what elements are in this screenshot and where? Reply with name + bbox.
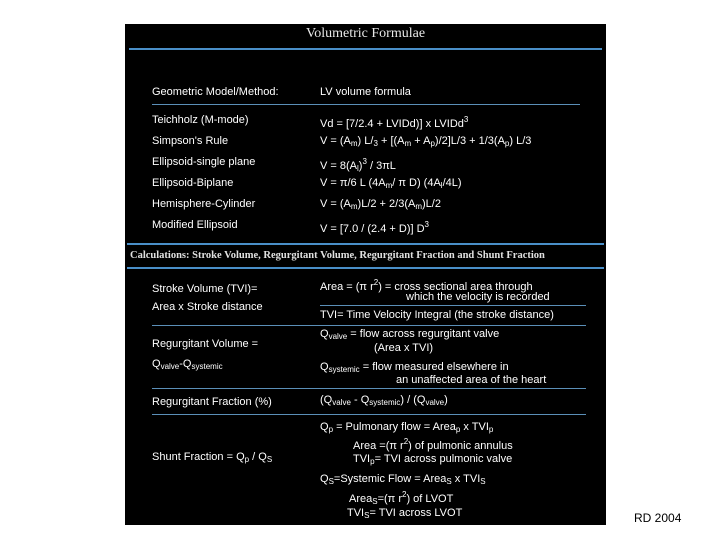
slide bbox=[125, 24, 606, 525]
qs-def: Area$_S$=(π $r^2$) of LVOT bbox=[349, 490, 454, 506]
method-formula: $V = 8(A_l)^3 / 3\pi L$ bbox=[320, 157, 396, 173]
method-formula: V = [7.0 / (2.4 + D)] $D^3$ bbox=[320, 220, 429, 235]
rv-label: $Q_{valve}-Q_{systemic}$ bbox=[152, 358, 223, 371]
sv-label: Area x Stroke distance bbox=[152, 301, 263, 313]
method-name: Ellipsoid-Biplane bbox=[152, 177, 234, 189]
header-model: Geometric Model/Method: bbox=[152, 86, 279, 98]
qvalve-def: (Area x TVI) bbox=[374, 342, 434, 354]
title-rule bbox=[129, 48, 602, 50]
method-name: Ellipsoid-single plane bbox=[152, 156, 256, 168]
credit-text: RD 2004 bbox=[634, 511, 682, 525]
qp-def: $Q_p$ = Pulmonary flow = Area$_p$ x $TVI_p$ bbox=[320, 421, 494, 434]
area-def: which the velocity is recorded bbox=[406, 291, 550, 303]
row-rule bbox=[152, 325, 586, 326]
qp-def: Area =(π $r^2$) of pulmonic annulus bbox=[353, 437, 513, 452]
row-rule bbox=[320, 305, 586, 306]
rf-formula: $(Q_{valve} - Q_{systemic}) / (Q_{valve})$ bbox=[320, 394, 448, 407]
row-rule bbox=[152, 414, 586, 415]
calc-heading: Calculations: Stroke Volume, Regurgitant Volume, Regurgitant Fraction and Shunt Fraction bbox=[130, 250, 545, 261]
tvi-def: TVI= Time Velocity Integral (the stroke distance) bbox=[320, 309, 554, 321]
qp-def: $TVI_p=$ TVI across pulmonic valve bbox=[353, 453, 513, 466]
rf-label: Regurgitant Fraction (%) bbox=[152, 396, 272, 408]
method-name: Hemisphere-Cylinder bbox=[152, 198, 256, 210]
method-formula: Vd = [7/2.4 + LVIDd)] x LVIDd$^3$ bbox=[320, 115, 469, 130]
method-name: Simpson's Rule bbox=[152, 135, 229, 147]
method-formula: $V = (A_m) L/_3 + [(A_m + A_p)/2]L/3 + 1/3(A_p)$ L/3 bbox=[320, 135, 532, 148]
area-def: Area = (π $r^2$) = cross sectional area through bbox=[320, 278, 533, 293]
method-formula: V = π/6 L ($4A_m/$ π D) $(4A_l/4L)$ bbox=[320, 177, 462, 190]
slide-title: Volumetric Formulae bbox=[305, 26, 426, 41]
row-rule bbox=[152, 388, 586, 389]
section-rule bbox=[127, 243, 604, 245]
sv-label: Stroke Volume (TVI)= bbox=[152, 283, 258, 295]
qs-def: $Q_S=Systemic$ Flow = Area$_S$ x $TVI_S$ bbox=[320, 473, 486, 486]
qs-def: $TVI_S=$ TVI across LVOT bbox=[347, 507, 463, 520]
sf-label: Shunt Fraction = $Q_p / Q_S$ bbox=[152, 451, 273, 464]
qsystemic-def: an unaffected area of the heart bbox=[396, 374, 547, 386]
rv-label: Regurgitant Volume = bbox=[152, 338, 259, 350]
header-rule bbox=[152, 104, 580, 105]
method-formula: $V = (A_m)L/2 + 2/3(A_m)L/2$ bbox=[320, 198, 441, 211]
header-formula: LV volume formula bbox=[320, 86, 411, 98]
qvalve-def: $Q_{valve}$ = flow across regurgitant valve bbox=[320, 328, 500, 341]
method-name: Modified Ellipsoid bbox=[152, 219, 238, 231]
qsystemic-def: $Q_{systemic}$ = flow measured elsewhere in bbox=[320, 361, 509, 374]
method-name: Teichholz (M-mode) bbox=[152, 114, 249, 126]
section-rule bbox=[127, 267, 604, 269]
